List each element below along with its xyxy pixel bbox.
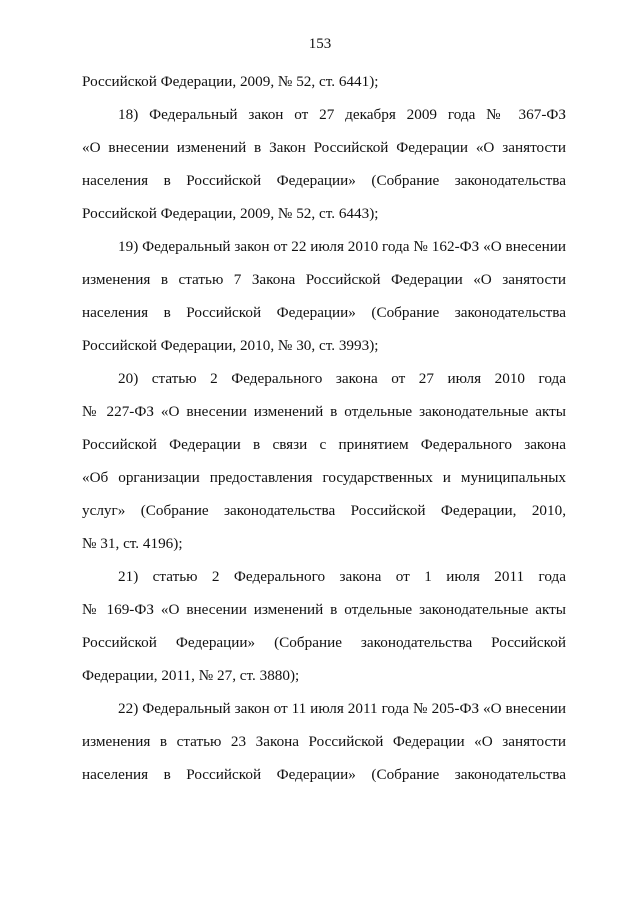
paragraph-item-22 — [82, 692, 566, 791]
text-line: Российской Федерации в связи с принятием Федерального закона — [82, 436, 566, 453]
page-number: 153 — [308, 36, 332, 52]
text-line: 20) статью 2 Федерального закона от 27 июля 2010 года — [118, 370, 566, 387]
paragraph-item-21 — [82, 560, 566, 692]
text-line: Российской Федерации, 2009, № 52, ст. 6443); — [82, 205, 379, 222]
text-line: 19) Федеральный закон от 22 июля 2010 года № 162-ФЗ «О внесении — [118, 238, 566, 255]
text-line: Российской Федерации, 2010, № 30, ст. 3993); — [82, 337, 379, 354]
paragraph-continuation — [82, 65, 566, 98]
text-line: Российской Федерации, 2009, № 52, ст. 6441); — [82, 73, 379, 90]
text-line: «О внесении изменений в Закон Российской Федерации «О занятости — [82, 139, 566, 156]
text-line: № 227-ФЗ «О внесении изменений в отдельные законодательные акты — [82, 403, 566, 420]
text-line: Федерации, 2011, № 27, ст. 3880); — [82, 667, 300, 684]
text-line: населения в Российской Федерации» (Собрание законодательства — [82, 304, 566, 321]
paragraph-item-18 — [82, 98, 566, 230]
document-body — [82, 65, 566, 791]
paragraph-item-20 — [82, 362, 566, 560]
text-line: «Об организации предоставления государственных и муниципальных — [82, 469, 566, 486]
text-line: 22) Федеральный закон от 11 июля 2011 года № 205-ФЗ «О внесении — [118, 700, 566, 717]
text-line: изменения в статью 7 Закона Российской Федерации «О занятости — [82, 271, 566, 288]
text-line: услуг» (Собрание законодательства Российской Федерации, 2010, — [82, 502, 566, 519]
text-line: 18) Федеральный закон от 27 декабря 2009 года № 367-ФЗ — [118, 106, 566, 123]
text-line: населения в Российской Федерации» (Собрание законодательства — [82, 172, 566, 189]
text-line: № 169-ФЗ «О внесении изменений в отдельные законодательные акты — [82, 601, 566, 618]
text-line: № 31, ст. 4196); — [82, 535, 183, 552]
paragraph-item-19 — [82, 230, 566, 362]
text-line: Российской Федерации» (Собрание законодательства Российской — [82, 634, 566, 651]
text-line: изменения в статью 23 Закона Российской Федерации «О занятости — [82, 733, 566, 750]
text-line: населения в Российской Федерации» (Собрание законодательства — [82, 766, 566, 783]
text-line: 21) статью 2 Федерального закона от 1 июля 2011 года — [118, 568, 566, 585]
